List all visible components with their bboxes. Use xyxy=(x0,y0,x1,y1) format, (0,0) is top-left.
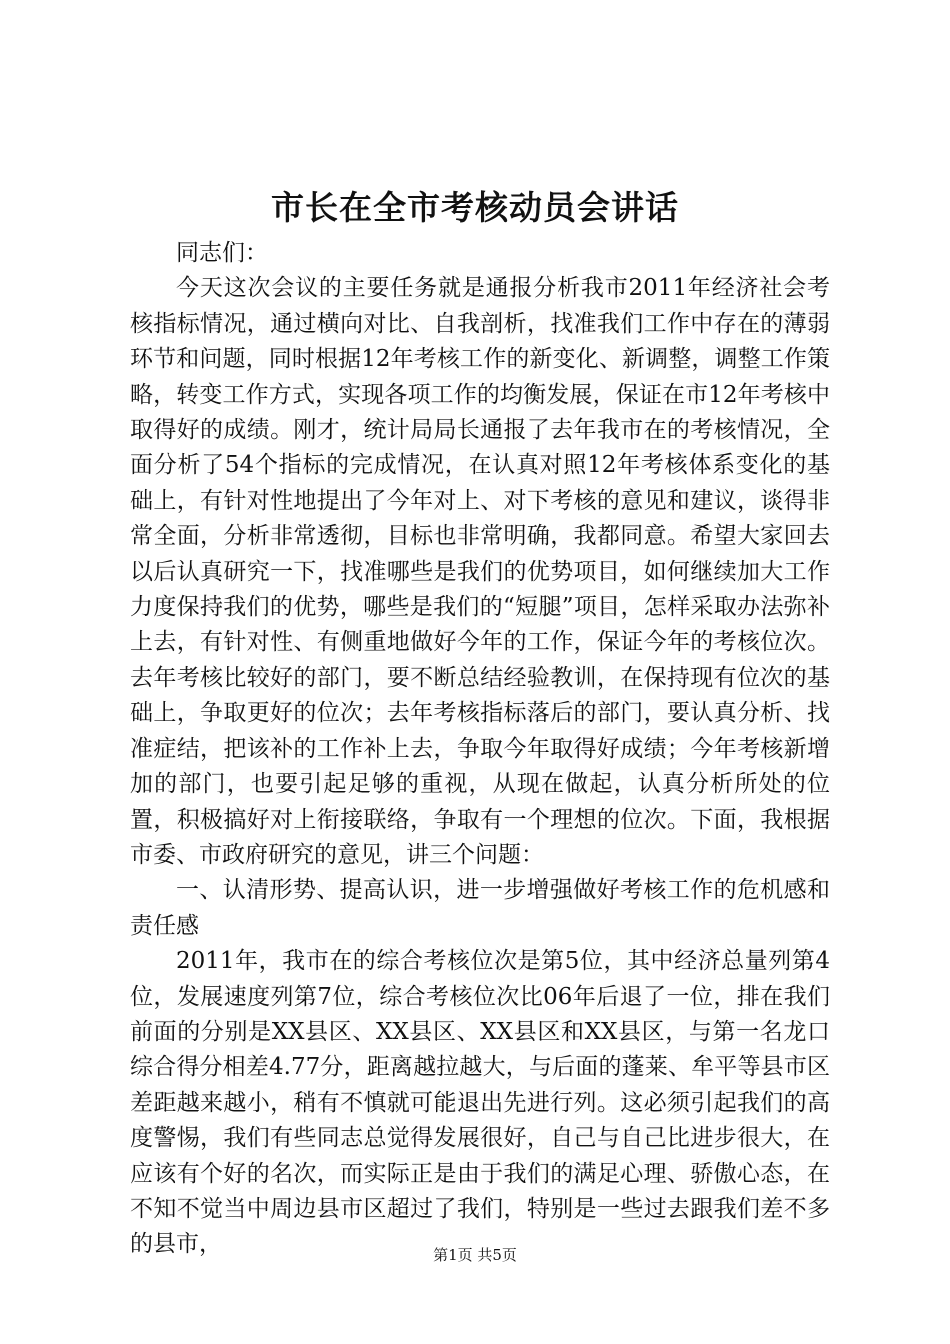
section-heading-1: 一、认清形势、提高认识，进一步增强做好考核工作的危机感和责任感 xyxy=(130,877,830,939)
intro-paragraph: 今天这次会议的主要任务就是通报分析我市2011年经济社会考核指标情况，通过横向对比、自我剖析，找准我们工作中存在的薄弱环节和问题，同时根据12年考核工作的新变化、新调整，调整工作策略，转变工作方式，实现各项工作的均衡发展，保证在市12年考核中取得好的成绩。刚才，统计局局长通报了去年我市在的考核情况，全面分析了54个指标的完成情况，在认真对照12年考核体系变化的基础上，有针对性地提出了今年对上、对下考核的意见和建议，谈得非常全面，分析非常透彻，目标也非常明确，我都同意。希望大家回去以后认真研究一下，找准哪些是我们的优势项目，如何继续加大工作力度保持我们的优势，哪些是我们的“短腿”项目，怎样采取办法弥补上去，有针对性、有侧重地做好今年的工作，保证今年的考核位次。去年考核比较好的部门，要不断总结经验教训，在保持现有位次的基础上，争取更好的位次；去年考核指标落后的部门，要认真分析、找准症结，把该补的工作补上去，争取今年取得好成绩；今年考核新增加的部门，也要引起足够的重视，从现在做起，认真分析所处的位置，积极搞好对上衔接联络，争取有一个理想的位次。下面，我根据市委、市政府研究的意见，讲三个问题： xyxy=(130,275,830,868)
page-footer: 第1页 共5页 xyxy=(433,1246,517,1264)
section-1-paragraph: 2011年，我市在的综合考核位次是第5位，其中经济总量列第4位，发展速度列第7位，综合考核位次比06年后退了一位，排在我们前面的分别是XX县区、XX县区、XX县区和XX县区，与第一名龙口综合得分相差4.77分，距离越拉越大，与后面的蓬莱、牟平等县市区差距越来越小，稍有不慎就可能退出先进行列。这必须引起我们的高度警惕，我们有些同志总觉得发展很好，自己与自己比进步很大，在应该有个好的名次，而实际正是由于我们的满足心理、骄傲心态，在不知不觉当中周边县市区超过了我们，特别是一些过去跟我们差不多的县市， xyxy=(130,948,830,1258)
salutation-paragraph: 同志们： xyxy=(176,240,268,266)
document-body xyxy=(130,236,830,1263)
document-title: 市长在全市考核动员会讲话 xyxy=(271,188,679,227)
